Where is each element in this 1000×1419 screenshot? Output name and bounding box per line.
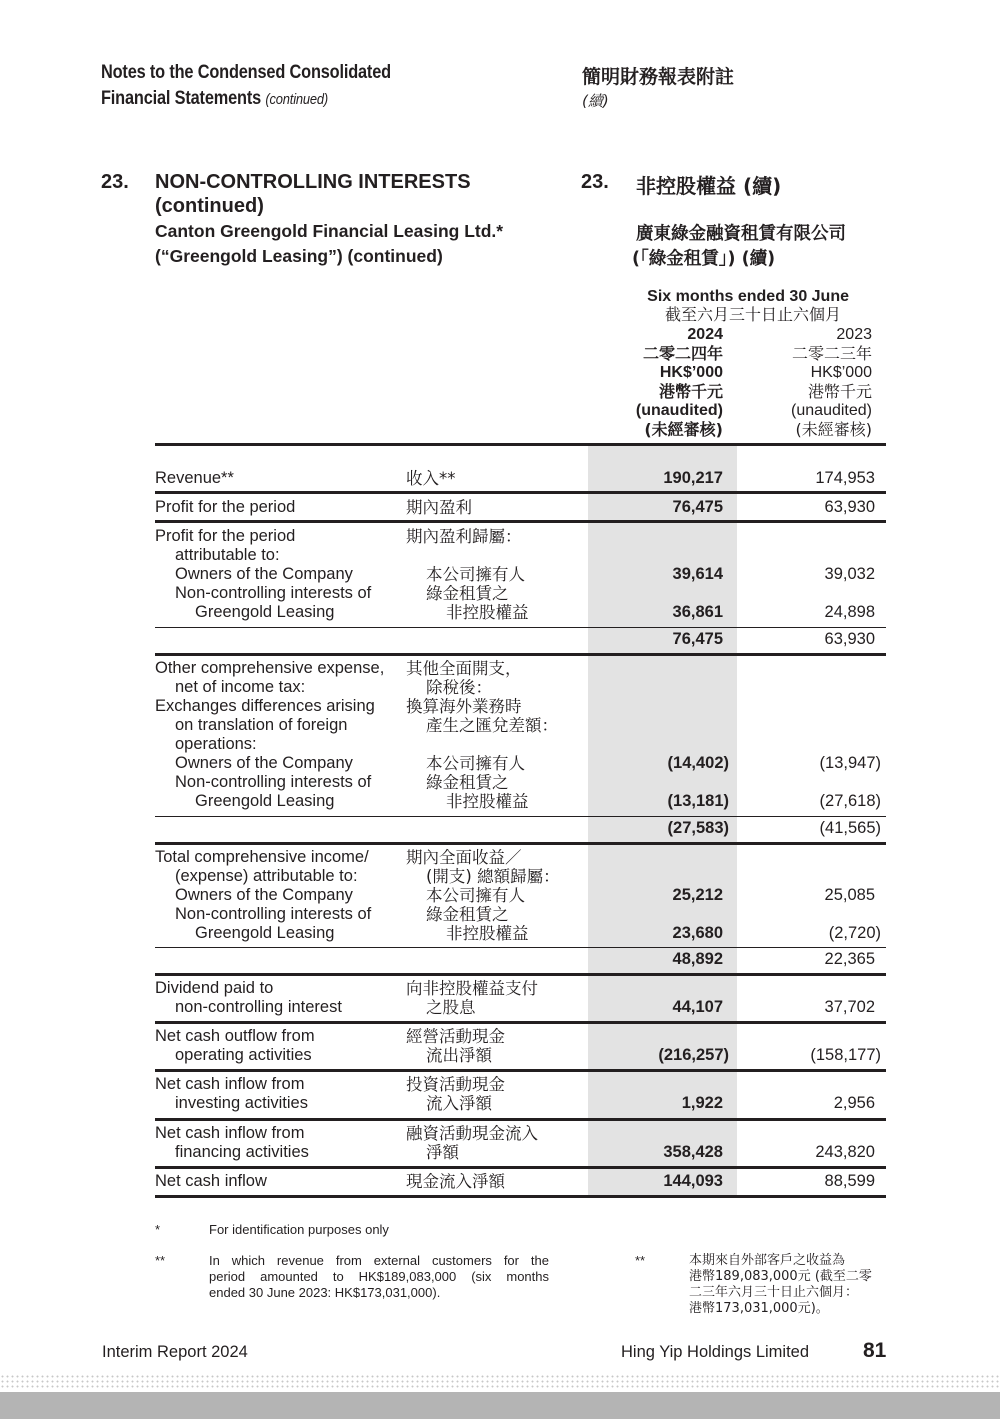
row-label: Non-controlling interests of [175, 905, 372, 923]
row-label-zh: 除稅後： [426, 678, 492, 697]
row-label: attributable to: [175, 546, 280, 564]
value-2024: 39,614 [672, 565, 723, 583]
row-label-zh: 淨額 [426, 1143, 459, 1162]
header-title-zh: 簡明財務報表附註 [582, 66, 735, 88]
value-2023: (158,177) [810, 1046, 881, 1064]
value-2024: 1,922 [681, 1094, 723, 1112]
table-bottom-rule [155, 1195, 886, 1198]
value-2024: 23,680 [672, 924, 723, 942]
row-label: Net cash inflow from [155, 1075, 305, 1093]
row-label-zh: 綠金租賃之 [426, 584, 509, 603]
row-label-zh: 非控股權益 [446, 603, 529, 622]
row-label-zh: 綠金租賃之 [426, 773, 509, 792]
row-label: operating activities [175, 1046, 312, 1064]
rule [155, 842, 886, 845]
row-label-zh: 本公司擁有人 [426, 754, 525, 773]
footnote-mark-zh: ** [635, 1253, 646, 1268]
row-label: Profit for the period [155, 527, 296, 545]
rule [155, 520, 886, 523]
value-2024: 358,428 [663, 1143, 723, 1161]
row-label: non-controlling interest [175, 998, 342, 1016]
rule [155, 1118, 886, 1121]
section-title-cont: (continued) [155, 195, 264, 217]
value-2024: 25,212 [672, 886, 723, 904]
col-2024-header: 2024 二零二四年 HK$’000 港幣千元 (unaudited) (未經審核) [635, 326, 723, 439]
row-label: (expense) attributable to: [175, 867, 358, 885]
rule [155, 1069, 886, 1072]
row-label-zh: 經營活動現金 [406, 1027, 505, 1046]
value-2023: 37,702 [824, 998, 875, 1016]
footer-report-name: Interim Report 2024 [102, 1343, 248, 1361]
row-label-zh: 產生之匯兌差額： [426, 716, 558, 735]
row-label-zh: 非控股權益 [446, 924, 529, 943]
value-2023: 243,820 [815, 1143, 875, 1161]
value-2023: 39,032 [824, 565, 875, 583]
value-2023: (27,618) [819, 792, 881, 810]
header-continued-zh: (續) [582, 92, 609, 110]
value-2023: 63,930 [824, 498, 875, 516]
value-2023: 88,599 [824, 1172, 875, 1190]
subtotal-2023: 63,930 [824, 630, 875, 648]
row-label-zh: 融資活動現金流入 [406, 1124, 538, 1143]
footer-dot-pattern [0, 1374, 1000, 1390]
row-label: financing activities [175, 1143, 309, 1161]
row-label-zh: 期內全面收益／ [406, 848, 522, 867]
row-label: Net cash inflow from [155, 1124, 305, 1142]
value-2024: (216,257) [658, 1046, 729, 1064]
subtotal-2024: (27,583) [667, 819, 729, 837]
value-2023: 2,956 [833, 1094, 875, 1112]
row-label-zh: 期內盈利歸屬： [406, 527, 522, 546]
rule [155, 1021, 886, 1024]
col-2023-header: 2023 二零二三年 HK$’000 港幣千元 (unaudited) (未經審核) [791, 326, 872, 439]
value-2023: 174,953 [815, 469, 875, 487]
row-label-zh: 之股息 [426, 998, 476, 1017]
footer-company-name: Hing Yip Holdings Limited [621, 1343, 810, 1361]
rule [155, 1166, 886, 1169]
row-label: Non-controlling interests of [175, 584, 372, 602]
row-label-zh: 現金流入淨額 [406, 1172, 505, 1191]
row-label: Profit for the period [155, 498, 296, 516]
subtotal-2024: 76,475 [672, 630, 723, 648]
header-title-en: Notes to the Condensed Consolidated [101, 62, 391, 83]
section-title: NON-CONTROLLING INTERESTS [155, 171, 471, 193]
row-label: operations: [175, 735, 257, 753]
table-top-rule [155, 443, 886, 446]
row-label: Greengold Leasing [195, 603, 335, 621]
value-2024: 190,217 [663, 469, 723, 487]
period-label-en: Six months ended 30 June [647, 288, 849, 305]
row-label: Total comprehensive income/ [155, 848, 369, 866]
subtotal-2024: 48,892 [672, 950, 723, 968]
row-label-zh: 向非控股權益支付 [406, 979, 538, 998]
value-2023: 25,085 [824, 886, 875, 904]
footnote-mark: * [155, 1222, 161, 1237]
rule [155, 653, 886, 656]
rule [155, 947, 886, 948]
row-label-zh: 本公司擁有人 [426, 565, 525, 584]
value-2024: 36,861 [672, 603, 723, 621]
row-label: investing activities [175, 1094, 308, 1112]
rule [155, 627, 886, 628]
value-2024: 44,107 [672, 998, 723, 1016]
row-label: Owners of the Company [175, 565, 353, 583]
value-2023: 24,898 [824, 603, 875, 621]
rule [155, 816, 886, 817]
section-subtitle: Canton Greengold Financial Leasing Ltd.* [155, 221, 504, 241]
period-label-zh: 截至六月三十日止六個月 [664, 305, 841, 324]
footnote-text-zh: 本期來自外部客戶之收益為 港幣189,083,000元 (截至二零 二三年六月三十日止六個月： 港幣173,031,000元)。 [689, 1253, 872, 1316]
row-label: Net cash inflow [155, 1172, 267, 1190]
value-2023: (13,947) [819, 754, 881, 772]
row-label-zh: 流出淨額 [426, 1046, 492, 1065]
section-subtitle-line2: (“Greengold Leasing”) (continued) [155, 246, 443, 266]
value-2024: 76,475 [672, 498, 723, 516]
row-label: Greengold Leasing [195, 792, 335, 810]
row-label: net of income tax: [175, 678, 306, 696]
row-label: Revenue** [155, 469, 234, 487]
value-2024: (14,402) [667, 754, 729, 772]
value-2023: (2,720) [828, 924, 881, 942]
section-subtitle-zh: 廣東綠金融資租賃有限公司 [636, 224, 846, 244]
section-number: 23. [101, 171, 129, 193]
row-label-zh: 流入淨額 [426, 1094, 492, 1113]
footnote-text: For identification purposes only [209, 1222, 389, 1237]
row-label-zh: 收入** [406, 469, 456, 488]
subtotal-2023: (41,565) [819, 819, 881, 837]
row-label: Greengold Leasing [195, 924, 335, 942]
row-label-zh: (開支) 總額歸屬： [426, 867, 560, 886]
header-continued-en: (continued) [265, 91, 329, 108]
row-label: on translation of foreign [175, 716, 348, 734]
row-label: Non-controlling interests of [175, 773, 372, 791]
row-label: Dividend paid to [155, 979, 274, 997]
section-number-zh: 23. [581, 171, 609, 193]
rule [155, 491, 886, 494]
row-label-zh: 期內盈利 [406, 498, 472, 517]
subtotal-2023: 22,365 [824, 950, 875, 968]
row-label: Net cash outflow from [155, 1027, 315, 1045]
footnote-mark: ** [155, 1253, 166, 1268]
rule [155, 973, 886, 976]
section-subtitle-zh-line2: (「綠金租賃」) (續) [632, 249, 776, 269]
section-title-zh: 非控股權益 (續) [636, 174, 782, 198]
footer-band [0, 1392, 1000, 1419]
row-label-zh: 本公司擁有人 [426, 886, 525, 905]
row-label-zh: 其他全面開支， [406, 659, 522, 678]
row-label: Owners of the Company [175, 886, 353, 904]
row-label-zh: 投資活動現金 [406, 1075, 505, 1094]
header-title-en-line2: Financial Statements (continued) [101, 88, 329, 109]
row-label: Other comprehensive expense, [155, 659, 385, 677]
value-2024: 144,093 [663, 1172, 723, 1190]
row-label: Owners of the Company [175, 754, 353, 772]
footnote-text: In which revenue from external customers for the period amounted to HK$189,083,000 (six months ended 30 June 2023: HK$173,031,000). [209, 1253, 549, 1300]
row-label-zh: 綠金租賃之 [426, 905, 509, 924]
row-label-zh: 非控股權益 [446, 792, 529, 811]
value-2024: (13,181) [667, 792, 729, 810]
page-number: 81 [863, 1339, 887, 1362]
row-label-zh: 換算海外業務時 [406, 697, 522, 716]
row-label: Exchanges differences arising [155, 697, 375, 715]
